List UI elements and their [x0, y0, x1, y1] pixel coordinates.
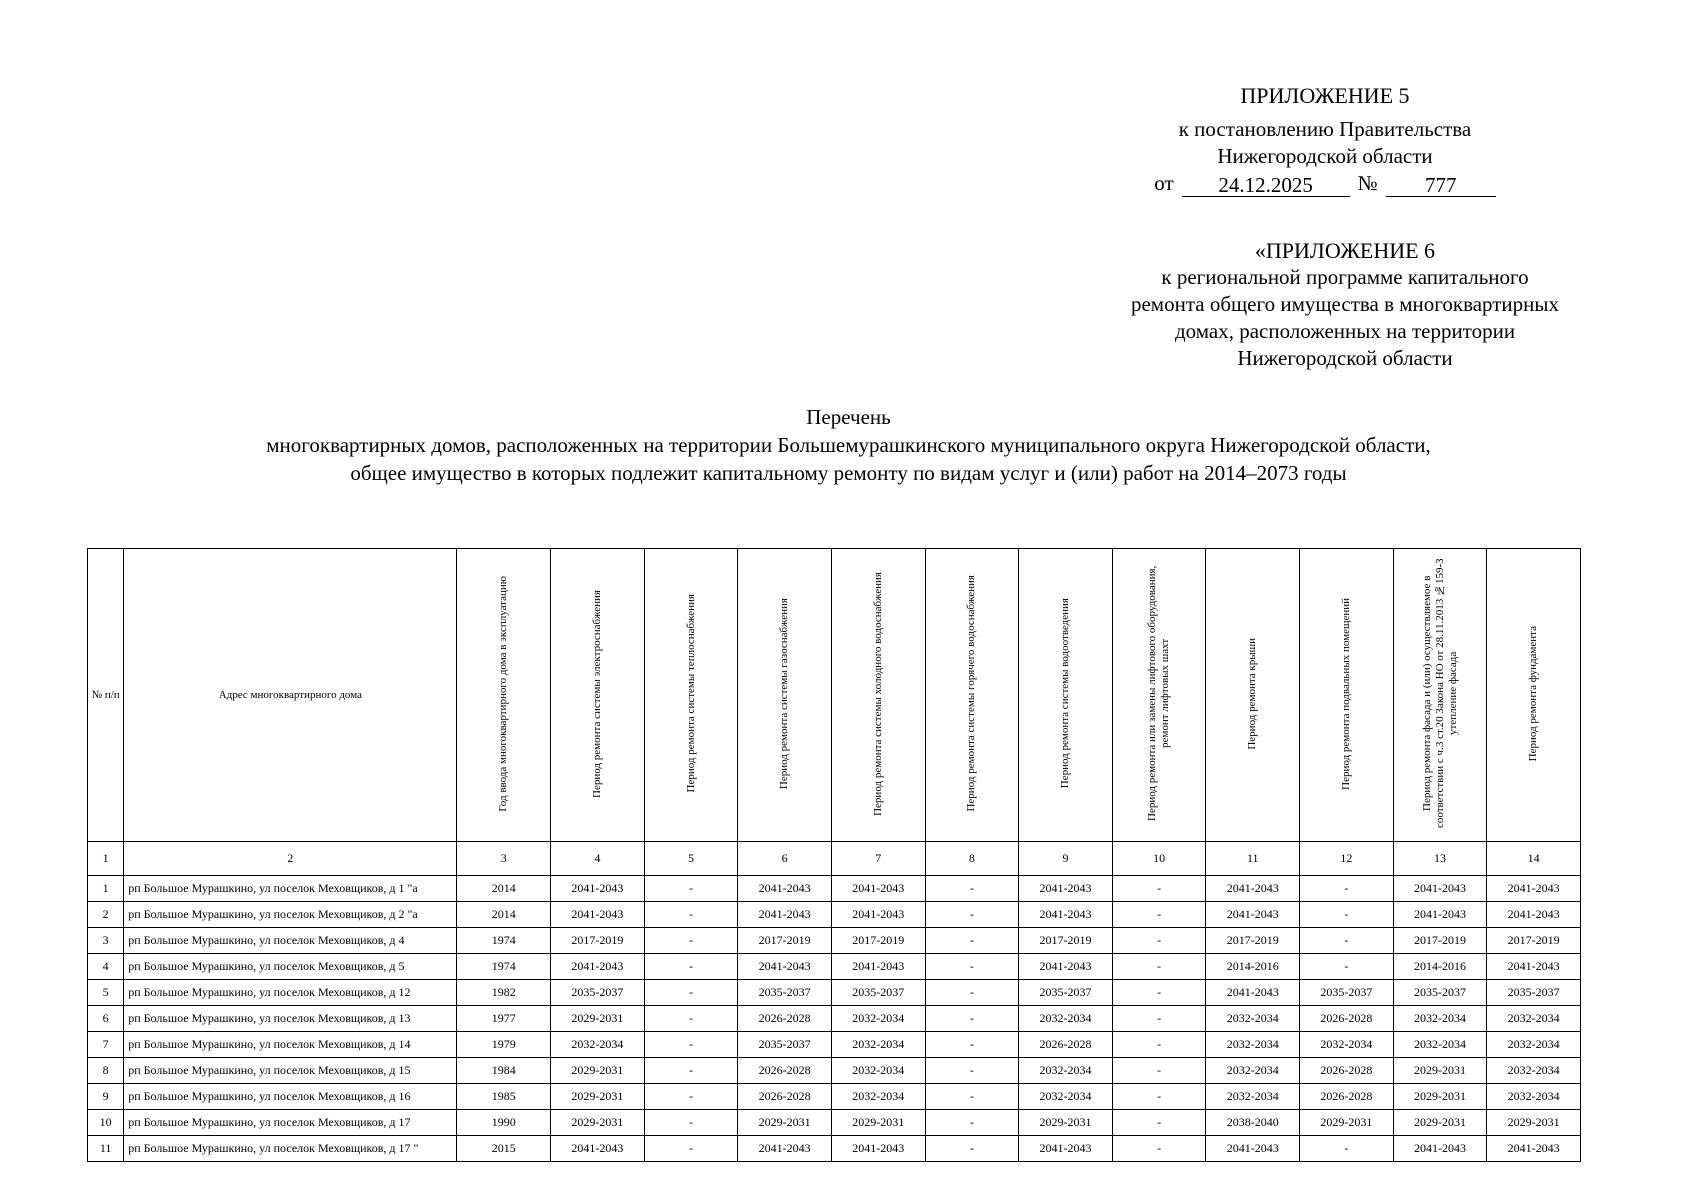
header-label: Адрес многоквартирного дома	[218, 689, 362, 701]
period-cell: -	[644, 980, 738, 1006]
period-cell: 2017-2019	[1487, 928, 1581, 954]
period-cell: -	[644, 1006, 738, 1032]
period-cell: -	[925, 1058, 1019, 1084]
document-title-line-1: Перечень	[806, 405, 891, 429]
period-cell: 2032-2034	[1487, 1058, 1581, 1084]
row-number-cell: 1	[88, 876, 124, 902]
period-cell: 2029-2031	[1393, 1058, 1487, 1084]
order-date: 24.12.2025	[1182, 174, 1350, 197]
period-cell: 2041-2043	[831, 1136, 925, 1162]
row-number-cell: 6	[88, 1006, 124, 1032]
period-cell: 2029-2031	[1019, 1110, 1113, 1136]
period-cell: 2032-2034	[1393, 1006, 1487, 1032]
table-row	[88, 954, 1581, 980]
period-cell: -	[644, 1032, 738, 1058]
period-cell: 2035-2037	[738, 980, 832, 1006]
period-cell: 2035-2037	[551, 980, 645, 1006]
row-number-cell: 7	[88, 1032, 124, 1058]
order-number: 777	[1386, 174, 1496, 197]
period-cell: 2029-2031	[1393, 1110, 1487, 1136]
period-cell: -	[644, 876, 738, 902]
period-cell: 2017-2019	[1206, 928, 1300, 954]
from-label: от	[1154, 171, 1174, 195]
period-cell: 2041-2043	[1487, 902, 1581, 928]
appendix-6-line-2: ремонта общего имущества в многоквартирных	[1130, 292, 1560, 316]
header-label: Период ремонта подвальных помещений	[1339, 597, 1352, 790]
document-title	[0, 403, 1697, 487]
table-body	[88, 876, 1581, 1162]
header-cell-7	[831, 549, 925, 842]
period-cell: 1984	[457, 1058, 551, 1084]
header-label: Период ремонта или замены лифтового оборудования, ремонт лифтовых шахт	[1146, 565, 1172, 822]
period-cell: 2041-2043	[551, 902, 645, 928]
row-number-cell: 4	[88, 954, 124, 980]
period-cell: -	[644, 1136, 738, 1162]
period-cell: -	[1112, 1006, 1206, 1032]
period-cell: -	[1300, 954, 1394, 980]
column-number-cell: 3	[457, 842, 551, 876]
row-number-cell: 8	[88, 1058, 124, 1084]
document-title-line-2: многоквартирных домов, расположенных на территории Большемурашкинского муниципального округа Нижегородской области,	[266, 433, 1431, 457]
column-number-cell: 8	[925, 842, 1019, 876]
header-label: Период ремонта системы электроснабжения	[590, 589, 603, 798]
period-cell: -	[1112, 980, 1206, 1006]
period-cell: 2041-2043	[551, 954, 645, 980]
address-cell: рп Большое Мурашкино, ул поселок Меховщиков, д 2 "а	[124, 902, 457, 928]
period-cell: 2032-2034	[1019, 1084, 1113, 1110]
period-cell: 2032-2034	[831, 1032, 925, 1058]
address-cell: рп Большое Мурашкино, ул поселок Меховщиков, д 14	[124, 1032, 457, 1058]
column-number-row	[88, 842, 1581, 876]
row-number-cell: 9	[88, 1084, 124, 1110]
period-cell: -	[1300, 928, 1394, 954]
period-cell: 2032-2034	[1206, 1058, 1300, 1084]
period-cell: 2032-2034	[1487, 1084, 1581, 1110]
period-cell: 1974	[457, 954, 551, 980]
period-cell: -	[925, 928, 1019, 954]
address-cell: рп Большое Мурашкино, ул поселок Меховщиков, д 1 "а	[124, 876, 457, 902]
table-row	[88, 1058, 1581, 1084]
period-cell: 2026-2028	[738, 1084, 832, 1110]
period-cell: 2041-2043	[831, 954, 925, 980]
header-cell-13	[1393, 549, 1487, 842]
header-label: Период ремонта системы холодного водоснабжения	[871, 571, 884, 816]
period-cell: 2014-2016	[1206, 954, 1300, 980]
period-cell: 2032-2034	[1019, 1006, 1113, 1032]
period-cell: 2041-2043	[1487, 1136, 1581, 1162]
header-cell-6	[738, 549, 832, 842]
header-cell-11	[1206, 549, 1300, 842]
period-cell: 2026-2028	[1300, 1058, 1394, 1084]
period-cell: 2014	[457, 876, 551, 902]
repair-schedule-table	[87, 548, 1581, 1162]
column-number-cell: 7	[831, 842, 925, 876]
period-cell: 2017-2019	[831, 928, 925, 954]
period-cell: 2017-2019	[738, 928, 832, 954]
period-cell: -	[1112, 1110, 1206, 1136]
period-cell: -	[925, 1136, 1019, 1162]
address-cell: рп Большое Мурашкино, ул поселок Меховщиков, д 17	[124, 1110, 457, 1136]
period-cell: 2041-2043	[551, 1136, 645, 1162]
column-number-cell: 2	[124, 842, 457, 876]
period-cell: 2041-2043	[1206, 980, 1300, 1006]
appendix-6-title: «ПРИЛОЖЕНИЕ 6	[1254, 238, 1436, 263]
period-cell: -	[925, 980, 1019, 1006]
period-cell: -	[925, 1032, 1019, 1058]
table-row	[88, 1136, 1581, 1162]
period-cell: -	[925, 1084, 1019, 1110]
header-cell-10	[1112, 549, 1206, 842]
period-cell: 2032-2034	[1206, 1084, 1300, 1110]
column-number-cell: 13	[1393, 842, 1487, 876]
period-cell: 1977	[457, 1006, 551, 1032]
period-cell: 2032-2034	[1300, 1032, 1394, 1058]
period-cell: -	[1112, 902, 1206, 928]
period-cell: 2041-2043	[738, 902, 832, 928]
appendix-6-line-3: домах, расположенных на территории	[1174, 319, 1516, 343]
period-cell: 2026-2028	[1300, 1084, 1394, 1110]
period-cell: 2029-2031	[551, 1110, 645, 1136]
period-cell: 2029-2031	[551, 1058, 645, 1084]
appendix-5-line-1: к постановлению Правительства	[1178, 117, 1472, 141]
period-cell: 1979	[457, 1032, 551, 1058]
address-cell: рп Большое Мурашкино, ул поселок Меховщиков, д 12	[124, 980, 457, 1006]
column-number-cell: 10	[1112, 842, 1206, 876]
header-label: Период ремонта системы водоотведения	[1059, 598, 1072, 789]
period-cell: 2035-2037	[1019, 980, 1113, 1006]
period-cell: 2038-2040	[1206, 1110, 1300, 1136]
appendix-5-header	[1050, 82, 1600, 197]
period-cell: 2032-2034	[1487, 1032, 1581, 1058]
row-number-cell: 3	[88, 928, 124, 954]
period-cell: -	[644, 1110, 738, 1136]
header-cell-5	[644, 549, 738, 842]
appendix-6-header	[1050, 237, 1640, 372]
period-cell: 1974	[457, 928, 551, 954]
header-cell-4	[551, 549, 645, 842]
period-cell: -	[1112, 1032, 1206, 1058]
column-number-cell: 12	[1300, 842, 1394, 876]
period-cell: 2035-2037	[1393, 980, 1487, 1006]
period-cell: 2029-2031	[551, 1084, 645, 1110]
number-label: №	[1357, 171, 1378, 195]
appendix-5-line-2: Нижегородской области	[1217, 144, 1433, 168]
period-cell: 2029-2031	[1393, 1084, 1487, 1110]
period-cell: -	[644, 902, 738, 928]
period-cell: 2032-2034	[831, 1084, 925, 1110]
period-cell: 2035-2037	[738, 1032, 832, 1058]
period-cell: 2035-2037	[831, 980, 925, 1006]
period-cell: -	[925, 876, 1019, 902]
period-cell: 2041-2043	[1393, 1136, 1487, 1162]
period-cell: 2041-2043	[1206, 902, 1300, 928]
header-cell-8	[925, 549, 1019, 842]
header-label: Период ремонта системы газоснабжения	[778, 597, 791, 790]
period-cell: -	[925, 902, 1019, 928]
period-cell: -	[1300, 876, 1394, 902]
column-number-cell: 4	[551, 842, 645, 876]
period-cell: 2017-2019	[1393, 928, 1487, 954]
table-row	[88, 1084, 1581, 1110]
appendix-6-line-1: к региональной программе капитального	[1161, 265, 1529, 289]
period-cell: 2029-2031	[551, 1006, 645, 1032]
period-cell: 2014	[457, 902, 551, 928]
period-cell: 2026-2028	[738, 1058, 832, 1084]
column-number-cell: 9	[1019, 842, 1113, 876]
appendix-6-line-4: Нижегородской области	[1237, 346, 1453, 370]
row-number-cell: 10	[88, 1110, 124, 1136]
period-cell: 2032-2034	[831, 1058, 925, 1084]
header-label: Период ремонта фасада и (или) осуществляемое в соответствии с ч.3 ст.20 Закона НО от 28.11.2013 №159-З утепление фасада	[1420, 558, 1459, 829]
period-cell: 1982	[457, 980, 551, 1006]
period-cell: 2026-2028	[738, 1006, 832, 1032]
period-cell: 2041-2043	[1393, 902, 1487, 928]
period-cell: 2041-2043	[738, 876, 832, 902]
header-cell-1	[88, 549, 124, 842]
address-cell: рп Большое Мурашкино, ул поселок Меховщиков, д 13	[124, 1006, 457, 1032]
period-cell: 2041-2043	[1487, 876, 1581, 902]
header-cell-3	[457, 549, 551, 842]
period-cell: -	[1112, 954, 1206, 980]
period-cell: 2029-2031	[738, 1110, 832, 1136]
period-cell: 2041-2043	[1206, 876, 1300, 902]
column-number-cell: 14	[1487, 842, 1581, 876]
period-cell: 2041-2043	[831, 876, 925, 902]
period-cell: 2041-2043	[1019, 876, 1113, 902]
period-cell: 2041-2043	[551, 876, 645, 902]
table-row	[88, 980, 1581, 1006]
header-label: Период ремонта системы горячего водоснабжения	[965, 575, 978, 812]
address-cell: рп Большое Мурашкино, ул поселок Меховщиков, д 15	[124, 1058, 457, 1084]
period-cell: 2015	[457, 1136, 551, 1162]
row-number-cell: 11	[88, 1136, 124, 1162]
column-number-cell: 1	[88, 842, 124, 876]
period-cell: 2041-2043	[1206, 1136, 1300, 1162]
table-row	[88, 928, 1581, 954]
period-cell: 2017-2019	[551, 928, 645, 954]
period-cell: 2026-2028	[1019, 1032, 1113, 1058]
period-cell: 2041-2043	[738, 1136, 832, 1162]
address-cell: рп Большое Мурашкино, ул поселок Меховщиков, д 5	[124, 954, 457, 980]
appendix-5-title: ПРИЛОЖЕНИЕ 5	[1240, 83, 1410, 108]
header-cell-2	[124, 549, 457, 842]
period-cell: 2041-2043	[1019, 954, 1113, 980]
period-cell: 2029-2031	[1300, 1110, 1394, 1136]
address-cell: рп Большое Мурашкино, ул поселок Меховщиков, д 4	[124, 928, 457, 954]
row-number-cell: 2	[88, 902, 124, 928]
period-cell: -	[1112, 1136, 1206, 1162]
header-label: Период ремонта фундамента	[1527, 625, 1540, 762]
header-cell-12	[1300, 549, 1394, 842]
period-cell: 2032-2034	[1487, 1006, 1581, 1032]
period-cell: -	[644, 1058, 738, 1084]
column-number-cell: 5	[644, 842, 738, 876]
period-cell: 2032-2034	[1206, 1006, 1300, 1032]
period-cell: -	[1112, 1058, 1206, 1084]
header-cell-9	[1019, 549, 1113, 842]
period-cell: 2041-2043	[738, 954, 832, 980]
period-cell: 2032-2034	[831, 1006, 925, 1032]
period-cell: -	[925, 1110, 1019, 1136]
column-number-cell: 11	[1206, 842, 1300, 876]
table-row	[88, 902, 1581, 928]
period-cell: -	[1300, 1136, 1394, 1162]
table-row	[88, 1006, 1581, 1032]
period-cell: 2041-2043	[1019, 902, 1113, 928]
period-cell: 1985	[457, 1084, 551, 1110]
period-cell: -	[925, 1006, 1019, 1032]
period-cell: -	[925, 954, 1019, 980]
header-label: Период ремонта системы теплоснабжения	[684, 594, 697, 793]
period-cell: -	[1112, 876, 1206, 902]
header-label: Год ввода многоквартирного дома в эксплуатацию	[497, 575, 510, 812]
period-cell: 2032-2034	[551, 1032, 645, 1058]
period-cell: 1990	[457, 1110, 551, 1136]
period-cell: -	[1112, 1084, 1206, 1110]
period-cell: 2035-2037	[1487, 980, 1581, 1006]
address-cell: рп Большое Мурашкино, ул поселок Меховщиков, д 17 "	[124, 1136, 457, 1162]
table-header-row	[88, 549, 1581, 842]
period-cell: 2032-2034	[1019, 1058, 1113, 1084]
table-row	[88, 876, 1581, 902]
period-cell: -	[644, 1084, 738, 1110]
period-cell: 2029-2031	[831, 1110, 925, 1136]
period-cell: 2035-2037	[1300, 980, 1394, 1006]
period-cell: 2017-2019	[1019, 928, 1113, 954]
period-cell: 2029-2031	[1487, 1110, 1581, 1136]
order-date-number-line	[1050, 170, 1600, 197]
period-cell: 2041-2043	[1019, 1136, 1113, 1162]
period-cell: -	[1112, 928, 1206, 954]
period-cell: 2041-2043	[831, 902, 925, 928]
header-label: № п/п	[91, 689, 120, 701]
column-number-cell: 6	[738, 842, 832, 876]
header-cell-14	[1487, 549, 1581, 842]
address-cell: рп Большое Мурашкино, ул поселок Меховщиков, д 16	[124, 1084, 457, 1110]
table-row	[88, 1110, 1581, 1136]
period-cell: 2032-2034	[1206, 1032, 1300, 1058]
period-cell: 2032-2034	[1393, 1032, 1487, 1058]
period-cell: 2041-2043	[1393, 876, 1487, 902]
period-cell: 2026-2028	[1300, 1006, 1394, 1032]
period-cell: -	[644, 954, 738, 980]
period-cell: 2014-2016	[1393, 954, 1487, 980]
period-cell: 2041-2043	[1487, 954, 1581, 980]
period-cell: -	[644, 928, 738, 954]
period-cell: -	[1300, 902, 1394, 928]
table-row	[88, 1032, 1581, 1058]
document-title-line-3: общее имущество в которых подлежит капитальному ремонту по видам услуг и (или) работ на 2014–2073 годы	[350, 461, 1347, 485]
row-number-cell: 5	[88, 980, 124, 1006]
header-label: Период ремонта крыши	[1246, 637, 1259, 750]
